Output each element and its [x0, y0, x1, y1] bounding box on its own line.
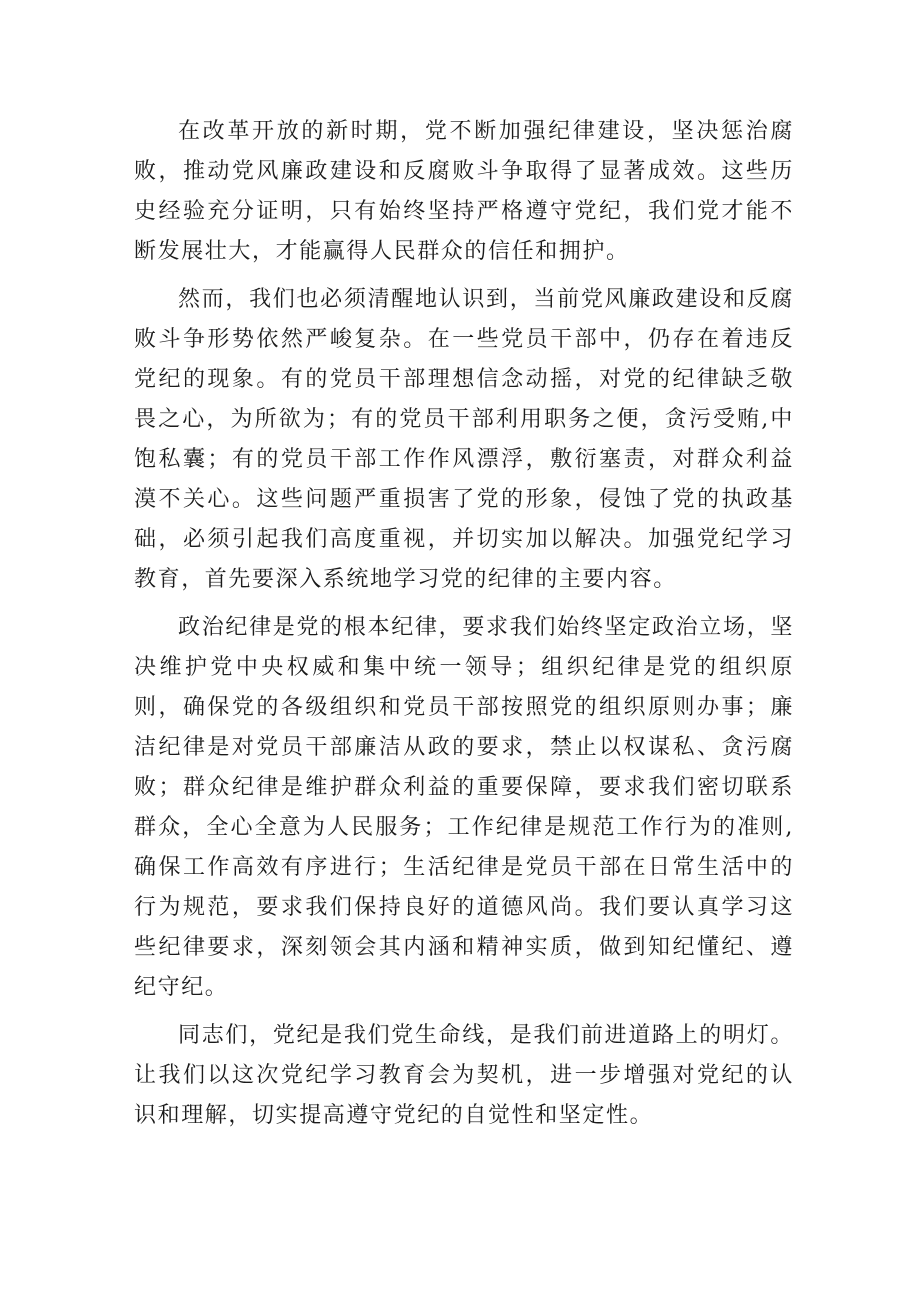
paragraph-3: 政治纪律是党的根本纪律，要求我们始终坚定政治立场，坚决维护党中央权威和集中统一领导；组织纪律是党的组织原则，确保党的各级组织和党员干部按照党的组织原则办事；廉洁纪律是对党员干部廉洁从政的要求，禁止以权谋私、贪污腐败；群众纪律是维护群众利益的重要保障，要求我们密切联系群众，全心全意为人民服务；工作纪律是规范工作行为的准则,确保工作高效有序进行；生活纪律是党员干部在日常生活中的行为规范，要求我们保持良好的道德风尚。我们要认真学习这些纪律要求，深刻领会其内涵和精神实质，做到知纪懂纪、遵纪守纪。: [134, 615, 794, 1000]
paragraph-4: 同志们，党纪是我们党生命线，是我们前进道路上的明灯。让我们以这次党纪学习教育会为契机，进一步增强对党纪的认识和理解，切实提高遵守党纪的自觉性和坚定性。: [134, 1023, 794, 1128]
paragraph-2: 然而，我们也必须清醒地认识到，当前党风廉政建设和反腐败斗争形势依然严峻复杂。在一些党员干部中，仍存在着违反党纪的现象。有的党员干部理想信念动摇，对党的纪律缺乏敬畏之心，为所欲为；有的党员干部利用职务之便，贪污受贿,中饱私囊；有的党员干部工作作风漂浮，敷衍塞责，对群众利益漠不关心。这些问题严重损害了党的形象，侵蚀了党的执政基础，必须引起我们高度重视，并切实加以解决。加强党纪学习教育，首先要深入系统地学习党的纪律的主要内容。: [134, 287, 794, 592]
document-body: [134, 112, 794, 1144]
paragraph-1: 在改革开放的新时期，党不断加强纪律建设，坚决惩治腐败，推动党风廉政建设和反腐败斗争取得了显著成效。这些历史经验充分证明，只有始终坚持严格遵守党纪，我们党才能不断发展壮大，才能赢得人民群众的信任和拥护。: [134, 119, 794, 264]
